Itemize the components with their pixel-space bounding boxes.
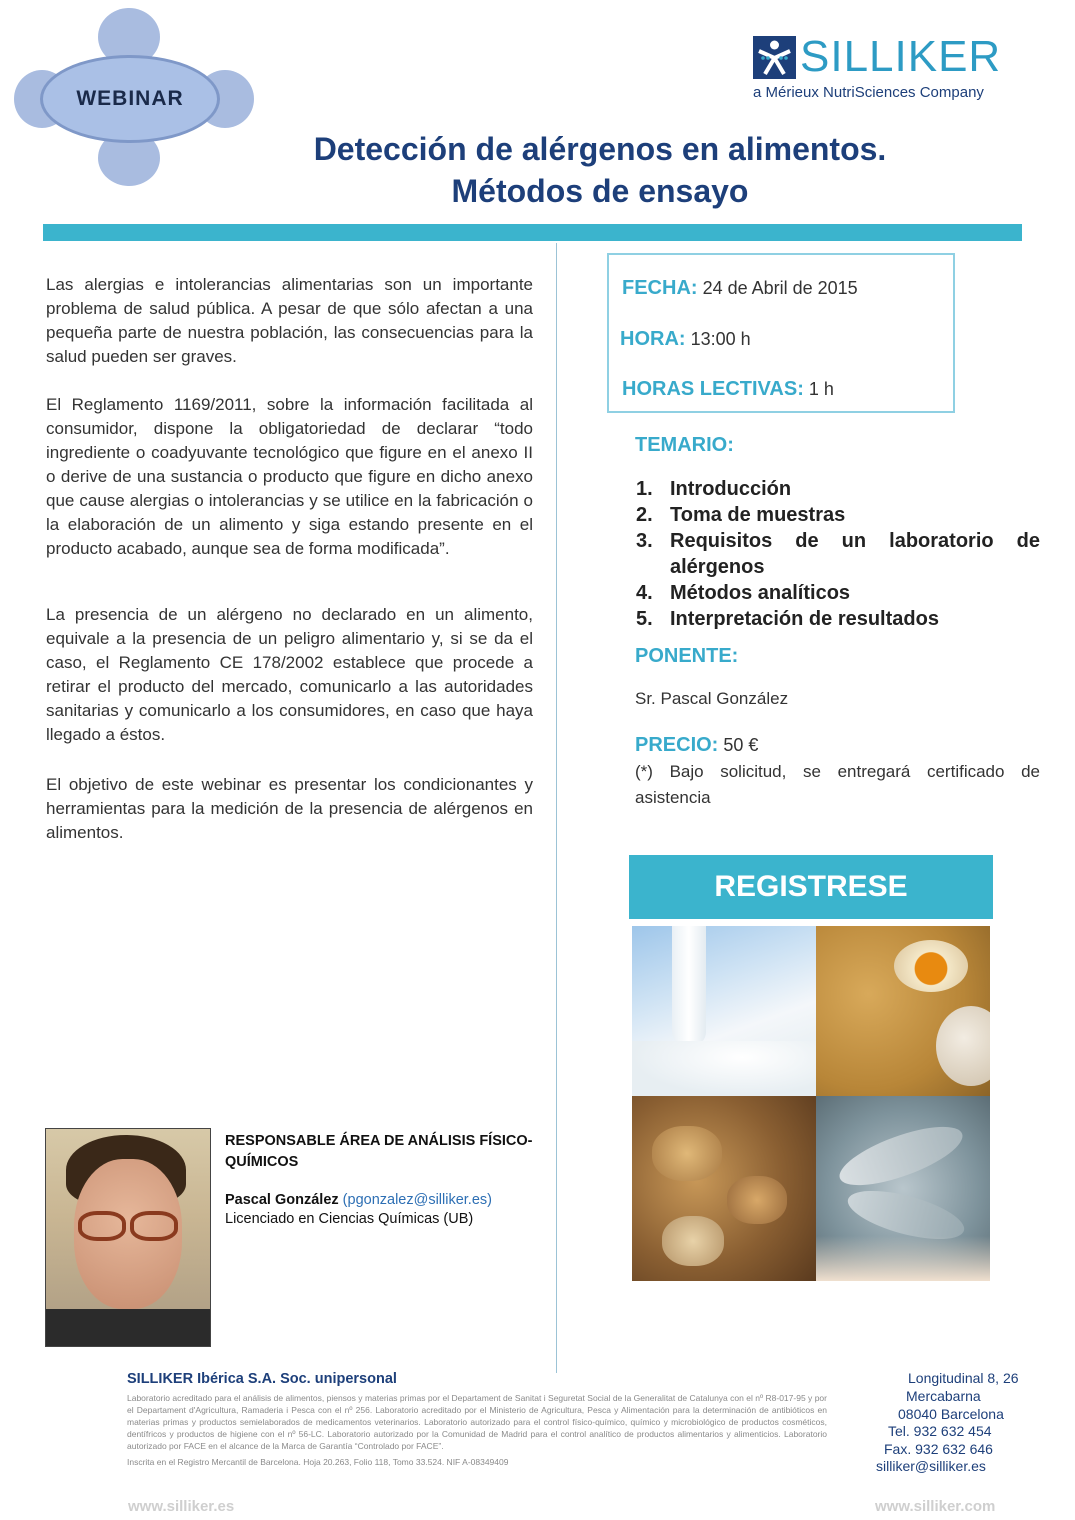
brand-name: SILLIKER (800, 32, 1002, 81)
speaker-degree: Licenciado en Ciencias Químicas (UB) (225, 1211, 474, 1227)
column-divider (556, 243, 557, 1373)
fecha-label: FECHA: (622, 277, 698, 299)
speaker-name: Pascal González (225, 1192, 339, 1208)
webinar-label: WEBINAR (40, 55, 220, 143)
address-fax: Fax. 932 632 646 (884, 1441, 993, 1457)
list-item: 5. Interpretación de resultados (636, 608, 939, 630)
precio-value: 50 € (723, 735, 759, 755)
list-item: 3. Requisitos de un laboratorio de alérgenos (636, 530, 1040, 578)
address-street: Longitudinal 8, 26 (908, 1370, 1019, 1386)
egg-flour-photo (816, 926, 990, 1096)
hora-value: 13:00 h (690, 329, 751, 349)
temario-list (636, 476, 1040, 632)
fecha-row (622, 277, 858, 300)
speaker-photo (45, 1128, 211, 1347)
list-item: 2. Toma de muestras (636, 504, 846, 526)
speaker-name-row (225, 1192, 492, 1208)
horas-lectivas-row (622, 378, 834, 401)
footer-company: SILLIKER Ibérica S.A. Soc. unipersonal (127, 1371, 397, 1387)
address-city: 08040 Barcelona (898, 1406, 1004, 1422)
silliker-emblem-icon (753, 36, 796, 79)
fecha-value: 24 de Abril de 2015 (702, 278, 858, 298)
certificado-note: (*) Bajo solicitud, se entregará certificado de asistencia (635, 762, 1040, 807)
precio-row (635, 734, 758, 757)
intro-paragraph-3: La presencia de un alérgeno no declarado en un alimento, equivale a la presencia de un peligro alimentario y, si se da el caso, el Reglamento CE 178/2002 establece que procede a retirar el producto del mercado, comunicarlo a las autoridades sanitarias y comunicarlo a los consumidores, en caso que haya llegado a éstos. (46, 605, 533, 744)
footer-registry: Inscrita en el Registro Mercantil de Barcelona. Hoja 20.263, Folio 118, Tomo 33.524. NIF A-08349409 (127, 1457, 509, 1467)
ponente-name: Sr. Pascal González (635, 689, 789, 708)
title-line-1: Detección de alérgenos en alimentos. (313, 131, 887, 167)
milk-photo (632, 926, 816, 1096)
ponente-label: PONENTE: (635, 645, 739, 667)
list-item: 4. Métodos analíticos (636, 582, 851, 604)
nuts-photo (632, 1096, 816, 1281)
shrimp-photo (816, 1096, 990, 1281)
speaker-role: RESPONSABLE ÁREA DE ANÁLISIS FÍSICO-QUÍMICOS (225, 1133, 533, 1170)
title-line-2: Métodos de ensayo (451, 173, 749, 209)
speaker-email-link[interactable]: (pgonzalez@silliker.es) (342, 1192, 492, 1208)
intro-paragraph-4: El objetivo de este webinar es presentar los condicionantes y herramientas para la medición de la presencia de alérgenos en alimentos. (46, 775, 533, 842)
address-tel: Tel. 932 632 454 (888, 1423, 992, 1439)
precio-label: PRECIO: (635, 734, 719, 756)
intro-paragraph-1: Las alergias e intolerancias alimentarias son un importante problema de salud pública. A pesar de que sólo afectan a una pequeña parte de nuestra población, las consecuencias para la salud pueden ser graves. (46, 275, 533, 366)
intro-paragraph-2: El Reglamento 1169/2011, sobre la información facilitada al consumidor, dispone la obligatoriedad de declarar “todo ingrediente o coadyuvante tecnológico que figure en el anexo II o derive de una sustancia o producto que figure en dicho anexo que cause alergias o intolerancias y se utilice en la fabricación o la elaboración de un alimento y siga estando presente en el producto acabado, aunque sea de forma modificada”. (46, 395, 533, 558)
temario-label: TEMARIO: (635, 434, 734, 456)
footer-legal: Laboratorio acreditado para el análisis de alimentos, piensos y materias primas por el Departament de Sanitat i Seguretat Social de la Generalitat de Catalunya con el nº R8-017-95 y por el Departament d'Agricultura, Ramaderia i Pesca con el nº 256. Laboratorio acreditado por el Ministerio de Agricultura, Pesca y Alimentación para la determinación de antibióticos en materias primas y productos semielaborados de medicamentos veterinarios. Laboratorio autorizado para el control físico-químico, químico y microbiológico de productos cosméticos, dentífricos y productos de higiene con el nº 56-LC. Laboratorio autorizado por la Comunidad de Madrid para el control analítico de productos alimentarios y alimenticios. Laboratorio autorizado por FACE en el alcance de la Marca de Garantía “Controlado por FACE”. (127, 1393, 827, 1451)
brand-tagline: a Mérieux NutriSciences Company (753, 84, 984, 101)
hora-label: HORA: (620, 328, 686, 350)
horas-lectivas-value: 1 h (808, 379, 834, 399)
page-title (230, 128, 970, 212)
address-email-link[interactable]: silliker@silliker.es (876, 1458, 986, 1474)
address-area: Mercabarna (906, 1388, 981, 1404)
hora-row (620, 328, 751, 351)
register-button[interactable]: REGISTRESE (629, 855, 993, 919)
list-item: 1. Introducción (636, 478, 792, 500)
web-link-left[interactable]: www.silliker.es (128, 1498, 235, 1515)
web-link-right[interactable]: www.silliker.com (875, 1498, 996, 1515)
header-divider-bar (43, 224, 1022, 241)
horas-lectivas-label: HORAS LECTIVAS: (622, 378, 804, 400)
